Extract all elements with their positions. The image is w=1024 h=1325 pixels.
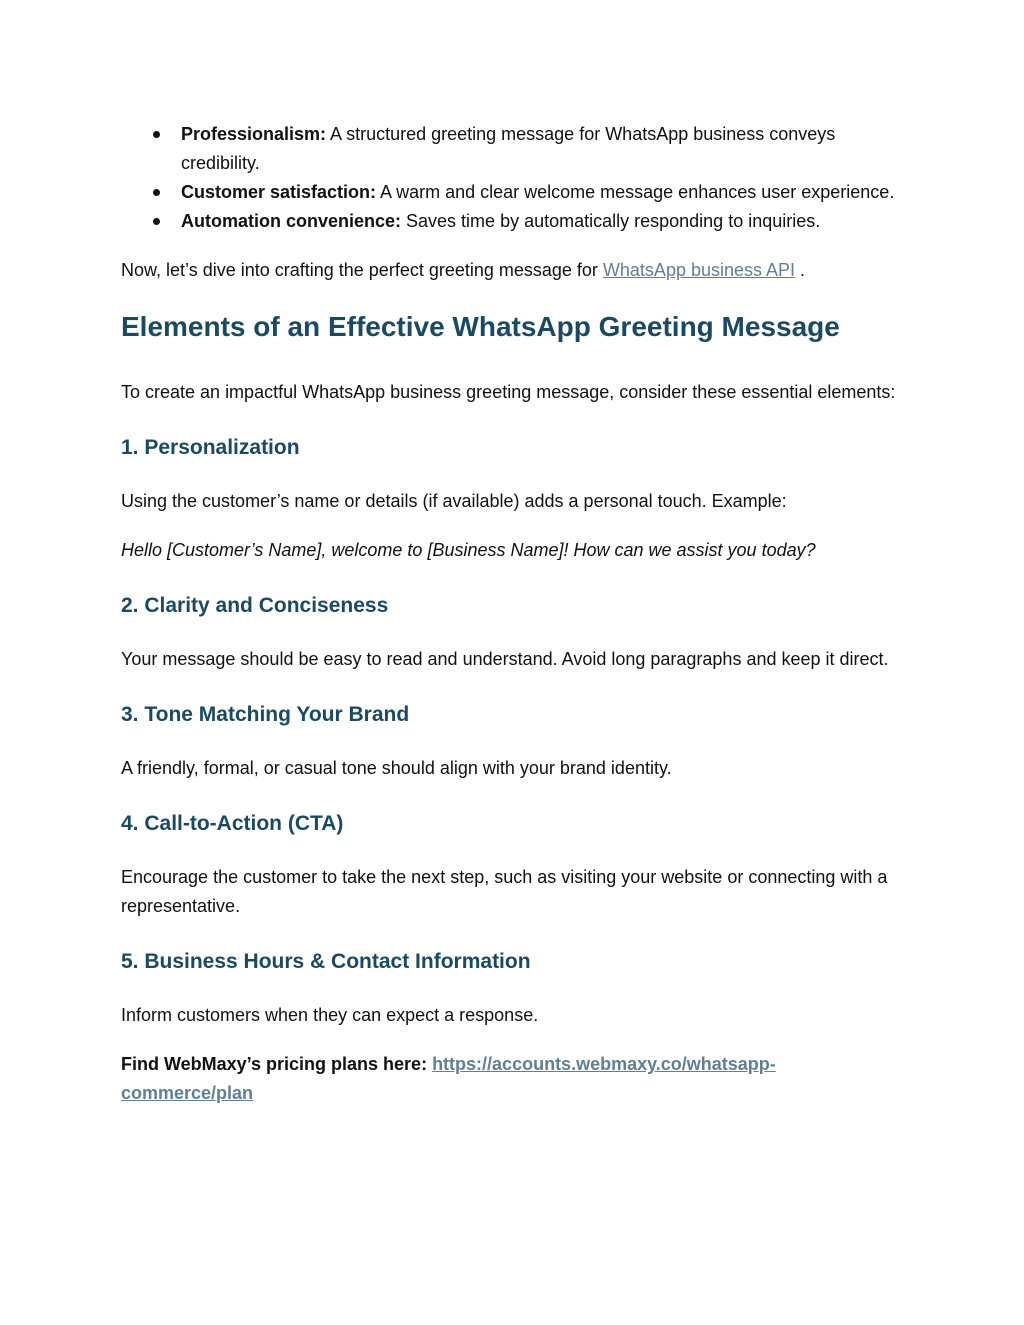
bullet-icon [153,131,160,138]
section-body: Inform customers when they can expect a response. [121,1005,539,1025]
section-heading-tone: 3. Tone Matching Your Brand [121,703,410,726]
intro-suffix: . [795,260,806,280]
pricing-paragraph [121,1050,901,1108]
benefit-text: A structured greeting message for WhatsApp business conveys credibility. [181,124,836,173]
benefit-text: Saves time by automatically responding to inquiries. [401,211,821,231]
section-body: A friendly, formal, or casual tone should align with your brand identity. [121,758,672,778]
section-body: Your message should be easy to read and understand. Avoid long paragraphs and keep it direct. [121,649,889,669]
section-heading-clarity: 2. Clarity and Conciseness [121,594,389,617]
document-page [121,120,901,1108]
intro-text: Now, let’s dive into crafting the perfect greeting message for [121,260,603,280]
section-body: Using the customer’s name or details (if available) adds a personal touch. Example: [121,491,787,511]
bullet-icon [153,189,160,196]
pricing-plan-link[interactable]: https://accounts.webmaxy.co/whatsapp-commerce/plan [121,1054,776,1103]
page-title: Elements of an Effective WhatsApp Greeting Message [121,311,840,342]
pricing-label: Find WebMaxy’s pricing plans here: [121,1054,433,1074]
benefit-term: Professionalism: [181,124,327,144]
list-item [121,120,901,178]
section-heading-cta: 4. Call-to-Action (CTA) [121,812,344,835]
whatsapp-api-link[interactable]: WhatsApp business API [602,260,796,280]
section-heading-personalization: 1. Personalization [121,436,300,459]
benefit-term: Customer satisfaction: [181,182,377,202]
bullet-icon [153,218,160,225]
benefit-text: A warm and clear welcome message enhances user experience. [376,182,895,202]
intro-paragraph [121,256,901,285]
main-intro-paragraph: To create an impactful WhatsApp business greeting message, consider these essential elements: [121,382,896,402]
section-body: Encourage the customer to take the next step, such as visiting your website or connecting with a representative. [121,867,888,916]
benefit-term: Automation convenience: [181,211,402,231]
list-item [121,178,901,207]
benefits-list [121,120,901,236]
example-greeting: Hello [Customer’s Name], welcome to [Business Name]! How can we assist you today? [121,540,816,560]
list-item [121,207,901,236]
section-heading-business-hours: 5. Business Hours & Contact Information [121,950,531,973]
